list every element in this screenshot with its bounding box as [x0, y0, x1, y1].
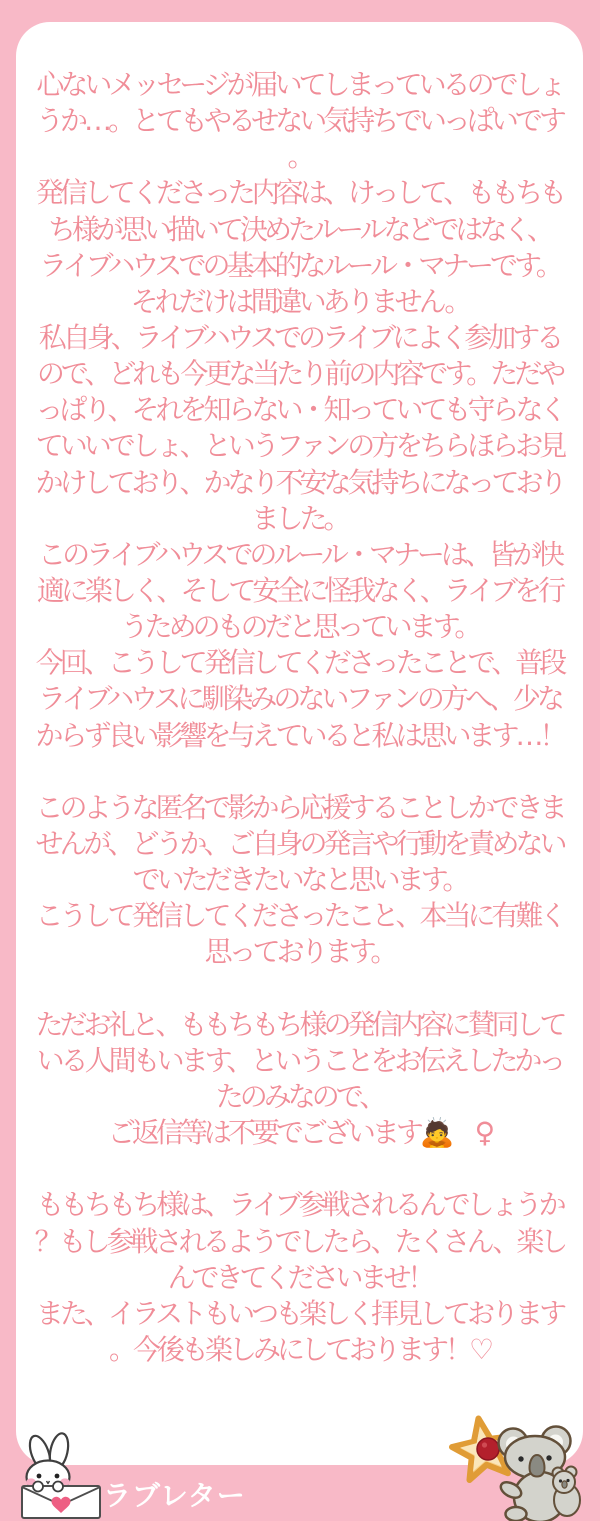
letter-line: ただお礼と、ももちもち様の発信内容に賛同して: [35, 1007, 564, 1041]
letter-line: うか…。とてもやるせない気持ちでいっぱいです: [36, 104, 563, 138]
app-name-label: ラブレター: [103, 1479, 246, 1512]
star-gem-highlight: [482, 1442, 487, 1447]
letter-line: ました。: [251, 501, 348, 535]
letter-line: ていいでしょ、というファンの方をちらほらお見: [35, 429, 564, 463]
letter-line: また、イラストもいつも楽しく拝見しております: [35, 1296, 564, 1330]
letter-line: いる人間もいます、ということをお伝えしたかっ: [36, 1043, 563, 1077]
letter-line: うためのものだと思っています。: [120, 610, 479, 644]
koala-icon: [494, 1424, 600, 1521]
letter-line: 発信してくださった内容は、けっして、ももちも: [35, 176, 564, 210]
koala-baby-nose: [562, 1481, 567, 1488]
rabbit-envelope-icon: [14, 1428, 112, 1521]
letter-line: 思っております。: [204, 935, 395, 969]
letter-line: ライブハウスに馴染みのないファンの方へ、少な: [38, 682, 561, 716]
letter-line: 。今後も楽しみにしております！♡: [108, 1332, 491, 1366]
koala-eye: [546, 1455, 551, 1460]
letter-body: [26, 67, 573, 1368]
letter-line: んできてくださいませ！: [167, 1260, 432, 1294]
letter-line: 今回、こうして発信してくださったことで、普段: [35, 646, 564, 680]
letter-line: せんが、どうか、ご自身の発言や行動を責めない: [35, 826, 564, 860]
letter-line: 。: [287, 140, 312, 174]
letter-line: このような匿名で影から応援することしかできま: [35, 790, 564, 824]
koala-baby: [553, 1467, 581, 1517]
letter-line: ご返信等は不要でございます🙇 ♀: [107, 1116, 492, 1150]
letter-line: からず良い影響を与えていると私は思います…！: [35, 718, 564, 752]
koala-nose: [530, 1455, 545, 1477]
letter-line: たのみなので、: [215, 1079, 384, 1113]
rabbit-paw: [33, 1482, 43, 1492]
koala-baby-eye: [559, 1479, 562, 1482]
rabbit-eye: [55, 1474, 60, 1479]
rabbit-paw: [53, 1482, 63, 1492]
letter-line: [26, 971, 573, 1007]
letter-line: [26, 754, 573, 790]
rabbit-eye: [37, 1474, 42, 1479]
letter-line: ので、どれも今更な当たり前の内容です。ただや: [36, 357, 563, 391]
letter-line: このライブハウスでのルール・マナーは、皆が快: [38, 537, 561, 571]
letter-line: っぱり、それを知らない・知っていても守らなく: [35, 393, 564, 427]
letter-line: 適に楽しく、そして安全に怪我なく、ライブを行: [36, 573, 563, 607]
letter-card: [16, 22, 583, 1465]
koala-eye: [518, 1456, 523, 1461]
letter-line: こうして発信してくださったこと、本当に有難く: [35, 899, 564, 933]
letter-line: ち様が思い描いて決めたルールなどではなく、: [48, 212, 551, 246]
letter-line: ？もし参戦されるようでしたら、たくさん、楽し: [34, 1224, 565, 1258]
letter-line: ライブハウスでの基本的なルール・マナーです。: [39, 248, 560, 282]
letter-line: でいただきたいなと思います。: [132, 863, 467, 897]
letter-line: かけしており、かなり不安な気持ちになっており: [35, 465, 564, 499]
letter-line: [26, 1151, 573, 1187]
letter-line: 私自身、ライブハウスでのライブによく参加する: [38, 320, 561, 354]
letter-line: ももちもち様は、ライブ参戦されるんでしょうか: [36, 1188, 563, 1222]
letter-line: 心ないメッセージが届いてしまっているのでしょ: [36, 68, 563, 101]
letter-line: それだけは間違いありません。: [130, 284, 469, 318]
koala-foot: [506, 1507, 527, 1521]
